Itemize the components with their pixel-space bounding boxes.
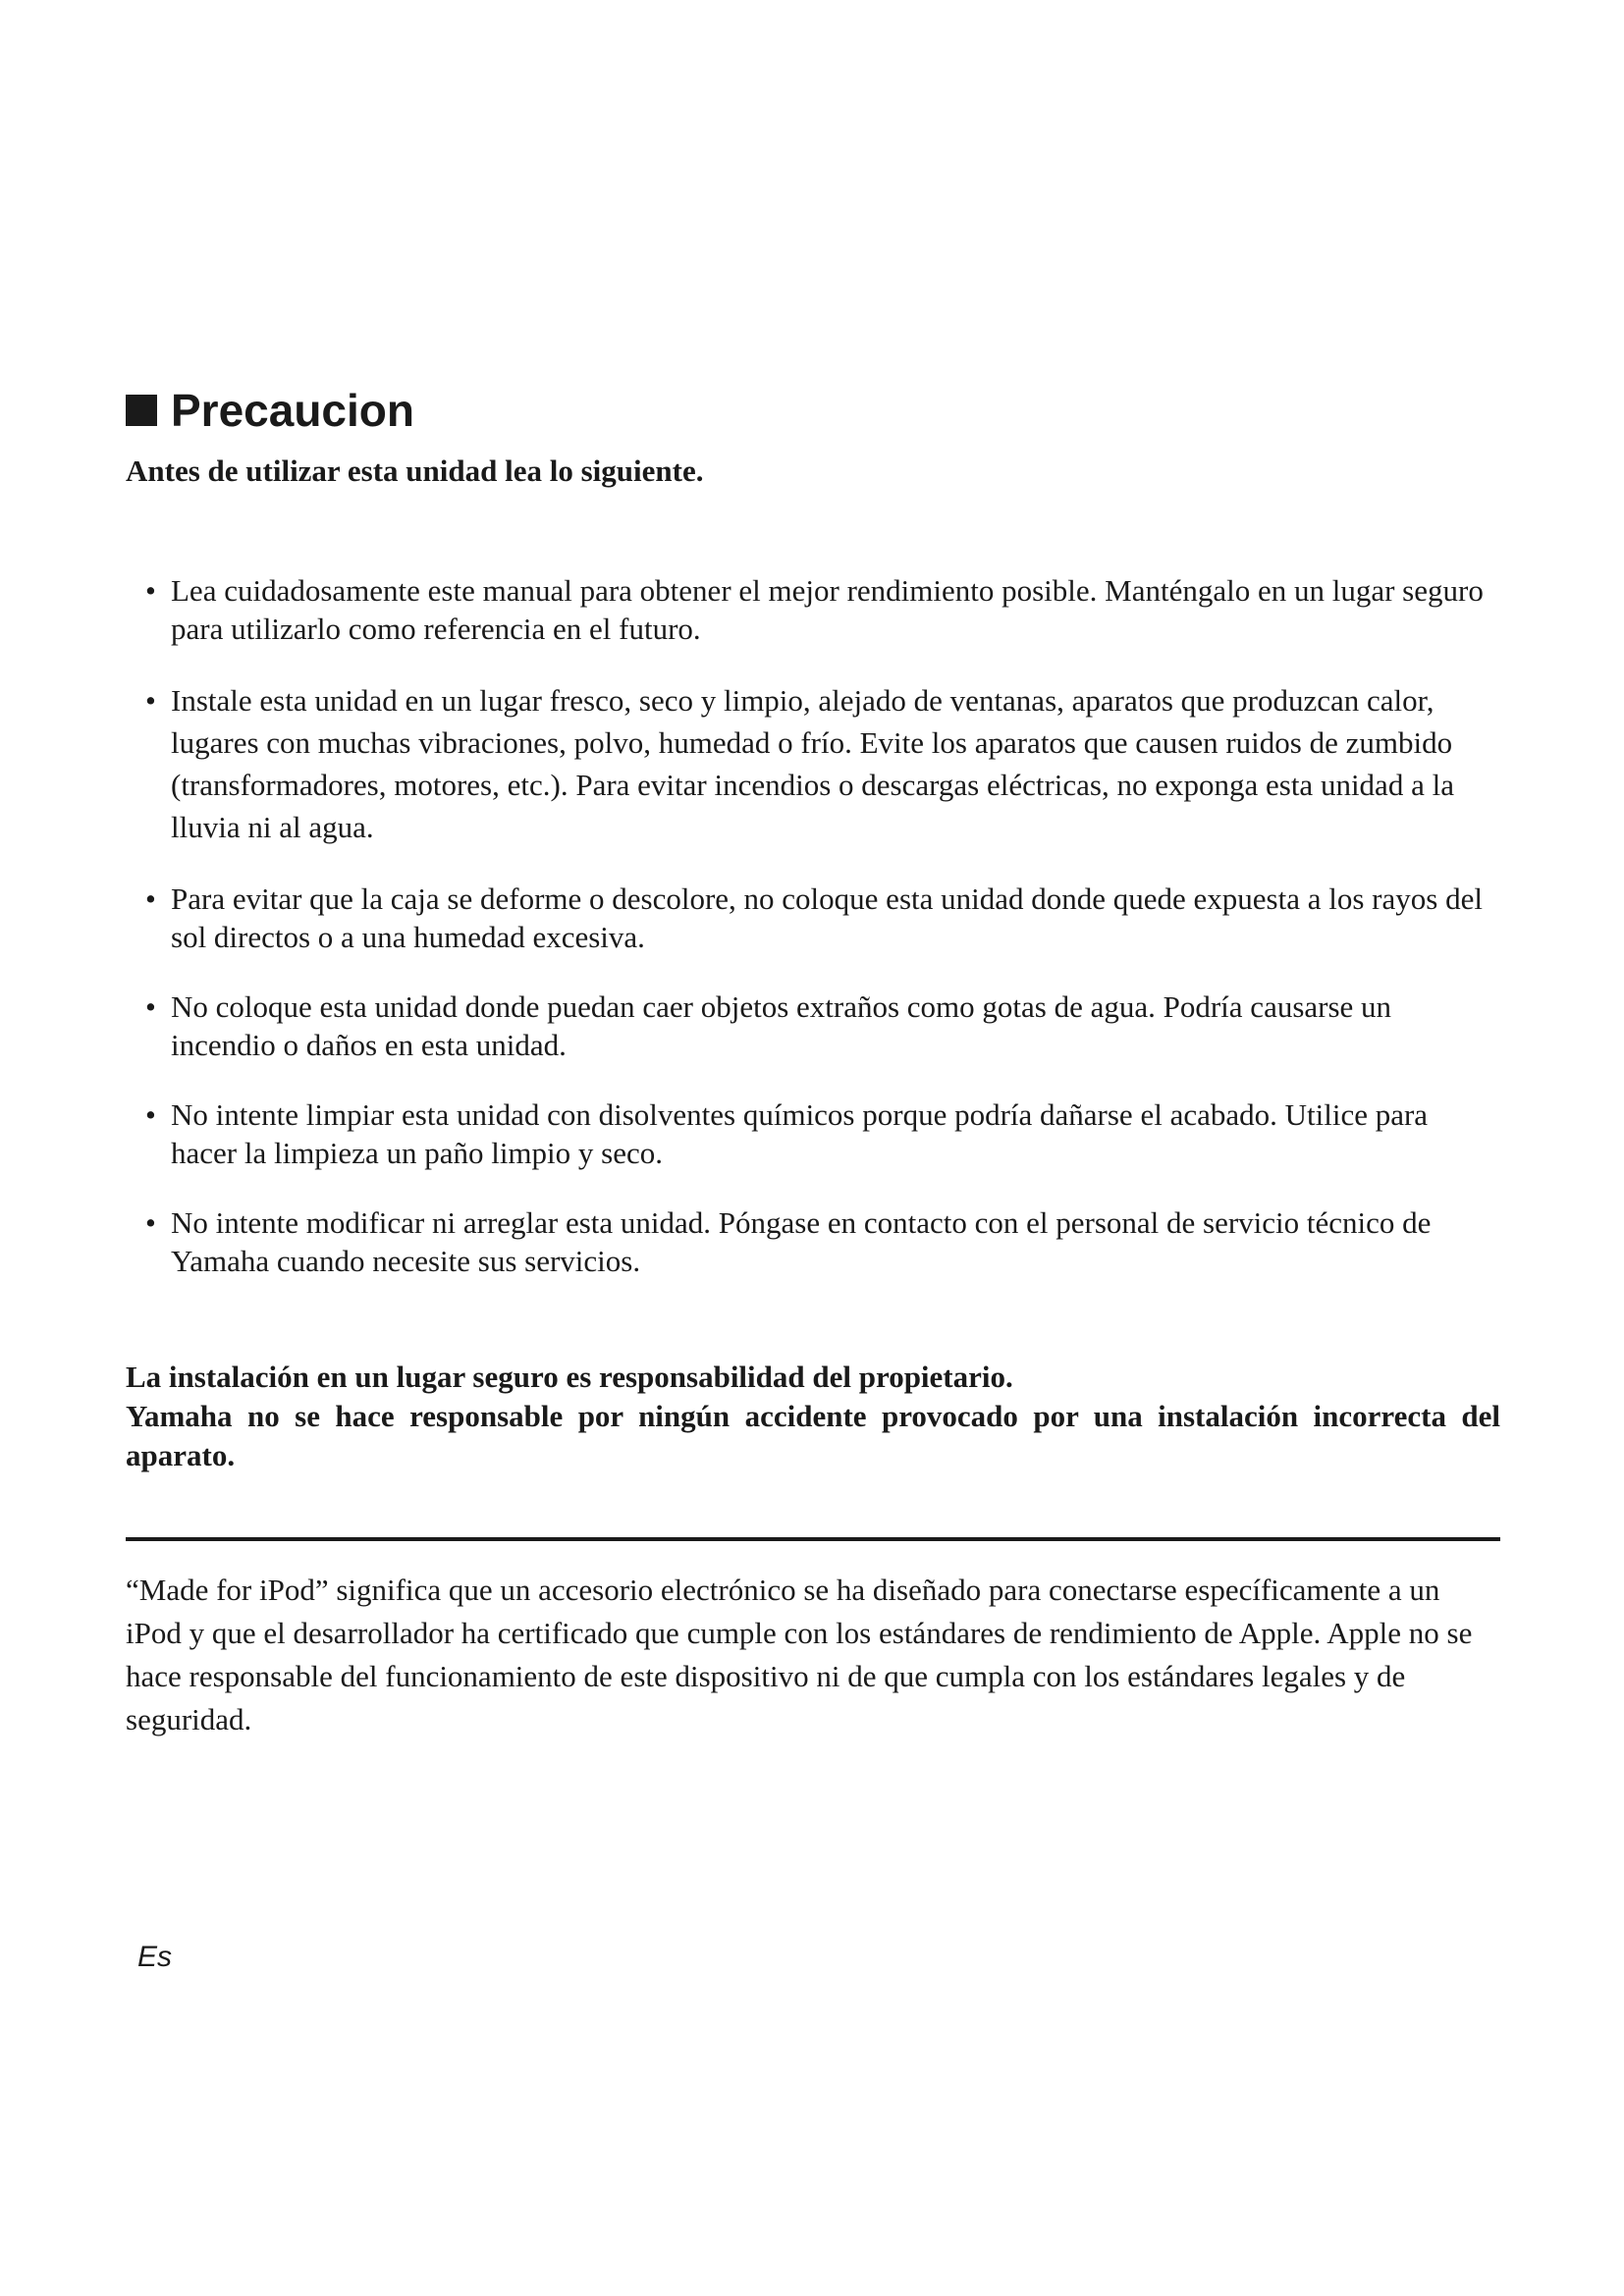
list-item-text: Instale esta unidad en un lugar fresco, seco y limpio, alejado de ventanas, aparatos que produzcan calor, lugares con muchas vibraciones, polvo, humedad o frío. Evite los aparatos que causen ruidos de zumbido (transformadores, motores, etc.). Para evitar incendios o descargas eléctricas, no exponga esta unidad a la lluvia ni al agua. xyxy=(171,683,1454,844)
section-title: Precaucion xyxy=(171,385,414,436)
notice-line-1: La instalación en un lugar seguro es responsabilidad del propietario. xyxy=(126,1360,1013,1394)
notice-line-2: Yamaha no se hace responsable por ningún accidente provocado por una instalación incorrecta del aparato. xyxy=(126,1399,1500,1472)
bullet-icon: • xyxy=(145,989,156,1024)
horizontal-divider xyxy=(126,1537,1500,1541)
list-item-text: No intente limpiar esta unidad con disolventes químicos porque podría dañarse el acabado. Utilice para hacer la limpieza un paño limpio y seco. xyxy=(171,1097,1429,1170)
bullet-icon: • xyxy=(145,683,156,718)
list-item-text: Lea cuidadosamente este manual para obtener el mejor rendimiento posible. Manténgalo en un lugar seguro para utilizarlo como referencia en el futuro. xyxy=(171,573,1484,646)
list-item-text: Para evitar que la caja se deforme o descolore, no coloque esta unidad donde quede expuesta a los rayos del sol directos o a una humedad excesiva. xyxy=(171,881,1483,954)
list-item xyxy=(145,571,1500,648)
square-bullet-icon xyxy=(126,395,157,426)
list-item xyxy=(145,880,1500,956)
responsibility-notice xyxy=(126,1358,1500,1475)
list-item xyxy=(145,988,1500,1064)
list-item xyxy=(145,1095,1500,1172)
section-subtitle: Antes de utilizar esta unidad lea lo siguiente. xyxy=(126,454,704,488)
bullet-icon: • xyxy=(145,1205,156,1240)
list-item xyxy=(145,679,1500,848)
section-heading xyxy=(126,383,414,438)
bullet-icon: • xyxy=(145,1097,156,1132)
list-item-text: No coloque esta unidad donde puedan caer objetos extraños como gotas de agua. Podría causarse un incendio o daños en esta unidad. xyxy=(171,989,1392,1062)
bullet-icon: • xyxy=(145,573,156,608)
page-language-code: Es xyxy=(137,1941,173,1973)
list-item xyxy=(145,1203,1500,1280)
ipod-statement: “Made for iPod” significa que un accesorio electrónico se ha diseñado para conectarse específicamente a un iPod y que el desarrollador ha certificado que cumple con los estándares de rendimiento de Apple. Apple no se hace responsable del funcionamiento de este dispositivo ni de que cumpla con los estándares legales y de seguridad. xyxy=(126,1573,1473,1736)
precaution-list xyxy=(145,571,1500,1311)
list-item-text: No intente modificar ni arreglar esta unidad. Póngase en contacto con el personal de servicio técnico de Yamaha cuando necesite sus servicios. xyxy=(171,1205,1432,1278)
bullet-icon: • xyxy=(145,881,156,916)
